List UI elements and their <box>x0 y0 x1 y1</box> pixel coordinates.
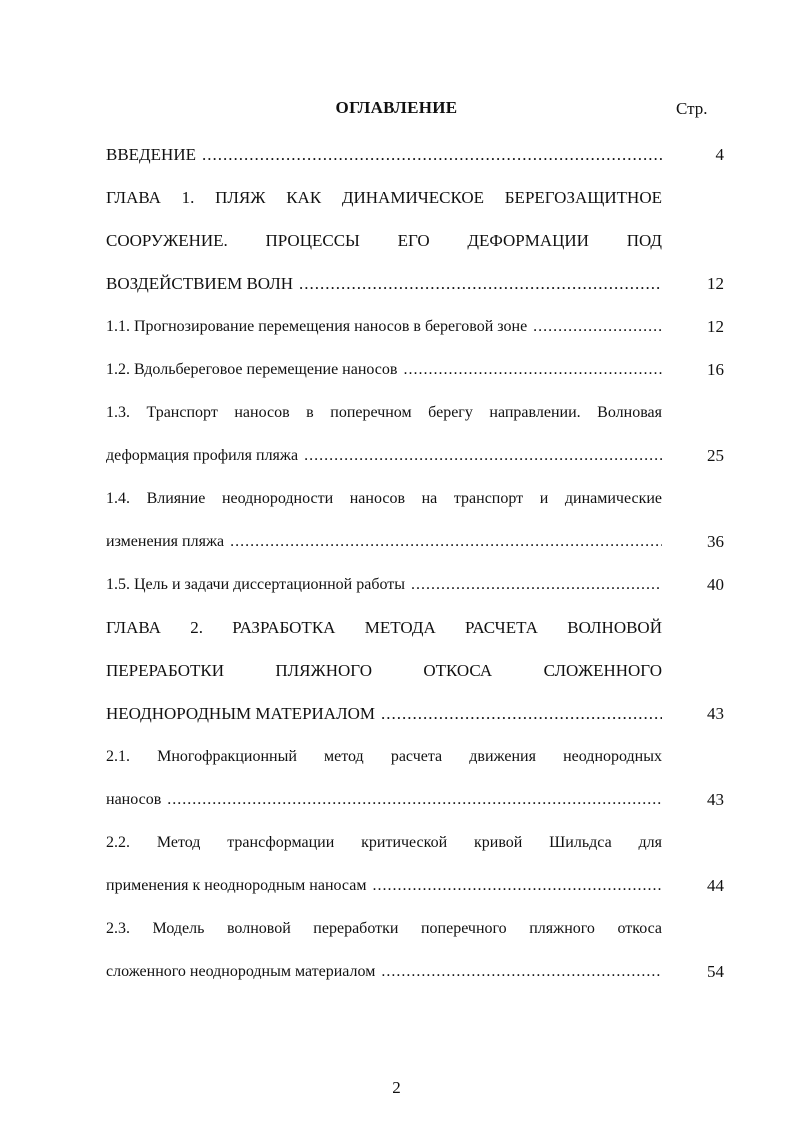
toc-leader-dots <box>411 572 662 598</box>
toc-leader-dots <box>304 443 662 469</box>
page-column-label: Стр. <box>676 99 708 118</box>
toc-entry-label: применения к неоднородным наносам <box>106 877 367 894</box>
toc-page-number: 4 <box>715 145 724 164</box>
toc-entry-label: 1.5. Цель и задачи диссертационной работы <box>106 576 405 593</box>
toc-entry-2-3-line-1[interactable]: 2.3. Модель волновой переработки поперечного пляжного откоса <box>106 920 662 937</box>
toc-entry-label: изменения пляжа <box>106 533 225 550</box>
toc-entry-1-2[interactable] <box>106 357 662 383</box>
toc-page-number: 12 <box>707 317 724 336</box>
toc-entry-1-4-line-1[interactable]: 1.4. Влияние неоднородности наносов на транспорт и динамические <box>106 490 662 507</box>
toc-entry-1-5[interactable] <box>106 572 662 598</box>
toc-page-number: 40 <box>707 575 724 594</box>
toc-leader-dots <box>381 959 662 985</box>
toc-entry-2-1-line-1[interactable]: 2.1. Многофракционный метод расчета движения неоднородных <box>106 748 662 765</box>
toc-entry-label: 1.2. Вдольбереговое перемещение наносов <box>106 361 398 378</box>
toc-leader-dots <box>372 873 662 899</box>
toc-entry-introduction[interactable] <box>106 142 662 168</box>
toc-entry-chapter-1-line-1[interactable]: ГЛАВА 1. ПЛЯЖ КАК ДИНАМИЧЕСКОЕ БЕРЕГОЗАЩИТНОЕ <box>106 188 662 207</box>
toc-leader-dots <box>230 529 662 555</box>
toc-leader-dots <box>299 271 662 297</box>
toc-entry-label: сложенного неоднородным материалом <box>106 963 376 980</box>
toc-entry-chapter-2-line-1[interactable]: ГЛАВА 2. РАЗРАБОТКА МЕТОДА РАСЧЕТА ВОЛНОВОЙ <box>106 618 662 637</box>
toc-page-number: 43 <box>707 704 724 723</box>
toc-entry-2-2-line-1[interactable]: 2.2. Метод трансформации критической кривой Шильдса для <box>106 834 662 851</box>
toc-leader-dots <box>533 314 662 340</box>
toc-entry-label: наносов <box>106 791 162 808</box>
toc-entry-1-1[interactable] <box>106 314 662 340</box>
page-number: 2 <box>392 1078 401 1097</box>
toc-entry-chapter-2-line-3[interactable] <box>106 701 662 727</box>
toc-page-number: 54 <box>707 962 724 981</box>
toc-page-number: 16 <box>707 360 724 379</box>
toc-entry-label: 1.1. Прогнозирование перемещения наносов в береговой зоне <box>106 318 528 335</box>
toc-page-number: 25 <box>707 446 724 465</box>
toc-leader-dots <box>202 142 662 168</box>
toc-entry-2-3-line-2[interactable] <box>106 959 662 985</box>
toc-page-number: 12 <box>707 274 724 293</box>
toc-entry-label: ВОЗДЕЙСТВИЕМ ВОЛН <box>106 274 294 293</box>
toc-entry-2-1-line-2[interactable] <box>106 787 662 813</box>
toc-leader-dots <box>167 787 662 813</box>
toc-entry-2-2-line-2[interactable] <box>106 873 662 899</box>
toc-page-number: 36 <box>707 532 724 551</box>
toc-entry-chapter-1-line-2[interactable]: СООРУЖЕНИЕ. ПРОЦЕССЫ ЕГО ДЕФОРМАЦИИ ПОД <box>106 231 662 250</box>
page-title: ОГЛАВЛЕНИЕ <box>335 98 458 117</box>
toc-entry-1-4-line-2[interactable] <box>106 529 662 555</box>
toc-entry-1-3-line-2[interactable] <box>106 443 662 469</box>
toc-entry-1-3-line-1[interactable]: 1.3. Транспорт наносов в поперечном берегу направлении. Волновая <box>106 404 662 421</box>
toc-entry-chapter-2-line-2[interactable]: ПЕРЕРАБОТКИ ПЛЯЖНОГО ОТКОСА СЛОЖЕННОГО <box>106 661 662 680</box>
toc-leader-dots <box>381 701 662 727</box>
toc-entry-label: НЕОДНОРОДНЫМ МАТЕРИАЛОМ <box>106 704 375 723</box>
toc-entry-chapter-1-line-3[interactable] <box>106 271 662 297</box>
toc-entry-label: ВВЕДЕНИЕ <box>106 145 196 164</box>
toc-entry-label: деформация профиля пляжа <box>106 447 299 464</box>
toc-leader-dots <box>403 357 662 383</box>
toc-page-number: 43 <box>707 790 724 809</box>
toc-page-number: 44 <box>707 876 724 895</box>
